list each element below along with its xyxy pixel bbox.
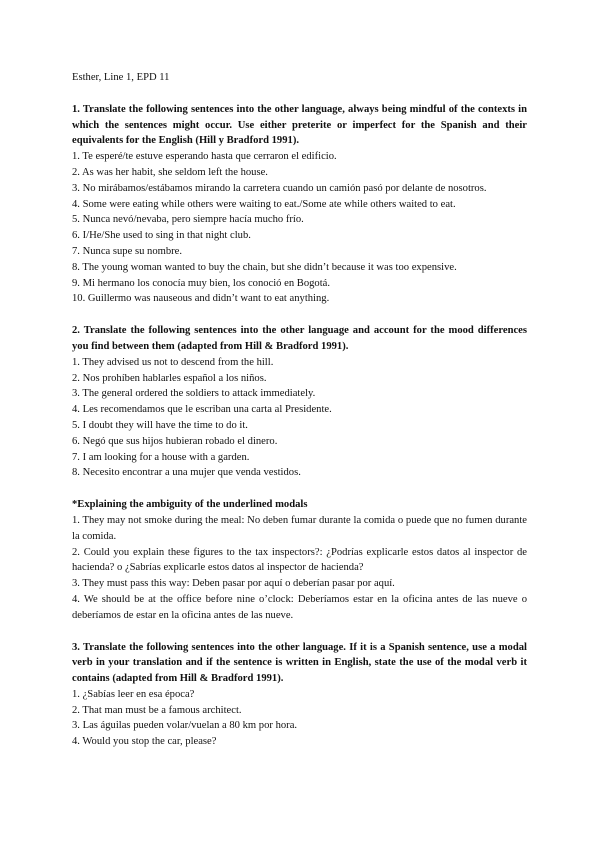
list-item: 1. Te esperé/te estuve esperando hasta que cerraron el edificio. [72,151,337,163]
list-item: 9. Mi hermano los conocía muy bien, los conoció en Bogotá. [72,277,331,289]
list-item: 4. Some were eating while others were waiting to eat./Some ate while others waited to eat. [72,198,456,210]
list-item: 2. That man must be a famous architect. [72,704,242,716]
list-item: 1. ¿Sabías leer en esa época? [72,688,195,700]
modals-title: *Explaining the ambiguity of the underlined modals [72,499,308,511]
list-item: 7. I am looking for a house with a garden. [72,451,250,463]
document-header: Esther, Line 1, EPD 11 [72,72,170,83]
section-3-title: 3. Translate the following sentences into the other language. If it is a Spanish sentence, use a modal verb in your translation and if the sentence is written in English, state the use of the modal verb it contains (adapted from Hill & Bradford 1991). [72,641,527,685]
list-item: 4. We should be at the office before nine o’clock: Deberíamos estar en la oficina antes de las nueve o deberíamos de estar en la oficina antes de las nueve. [72,593,527,621]
list-item: 6. Negó que sus hijos hubieran robado el dinero. [72,435,278,447]
section-1 [72,102,527,307]
section-2-title: 2. Translate the following sentences into the other language and account for the mood differences you find between them (adapted from Hill & Bradford 1991). [72,325,527,352]
list-item: 5. I doubt they will have the time to do it. [72,419,248,431]
list-item: 8. Necesito encontrar a una mujer que venda vestidos. [72,467,301,479]
list-item: 5. Nunca nevó/nevaba, pero siempre hacía mucho frío. [72,214,304,226]
list-item: 1. They advised us not to descend from the hill. [72,356,274,368]
list-item: 3. No mirábamos/estábamos mirando la carretera cuando un camión pasó por delante de nosotros. [72,182,487,194]
list-item: 6. I/He/She used to sing in that night club. [72,230,251,242]
list-item: 10. Guillermo was nauseous and didn’t want to eat anything. [72,293,330,305]
list-item: 3. They must pass this way: Deben pasar por aquí o deberían pasar por aquí. [72,578,395,590]
list-item: 2. Could you explain these figures to the tax inspectors?: ¿Podrías explicarle estos datos al inspector de hacienda? o ¿Sabrías explicarle estos datos al inspector de hacienda? [72,546,527,574]
list-item: 8. The young woman wanted to buy the chain, but she didn’t because it was too expensive. [72,261,457,273]
section-1-title: 1. Translate the following sentences into the other language, always being mindful of the contexts in which the sentences might occur. Use either preterite or imperfect for the Spanish and their equivalents for the English (Hill y Bradford 1991). [72,103,527,147]
list-item: 2. Nos prohíben hablarles español a los niños. [72,372,267,384]
section-2 [72,323,527,481]
modals-section [72,497,527,623]
list-item: 4. Would you stop the car, please? [72,736,217,748]
document-page [72,70,527,750]
list-item: 7. Nunca supe su nombre. [72,245,183,257]
list-item: 3. Las águilas pueden volar/vuelan a 80 km por hora. [72,720,298,732]
list-item: 2. As was her habit, she seldom left the house. [72,166,268,178]
section-3 [72,640,527,751]
list-item: 1. They may not smoke during the meal: No deben fumar durante la comida o puede que no fumen durante la comida. [72,514,527,542]
list-item: 3. The general ordered the soldiers to attack immediately. [72,388,316,400]
list-item: 4. Les recomendamos que le escriban una carta al Presidente. [72,404,332,416]
